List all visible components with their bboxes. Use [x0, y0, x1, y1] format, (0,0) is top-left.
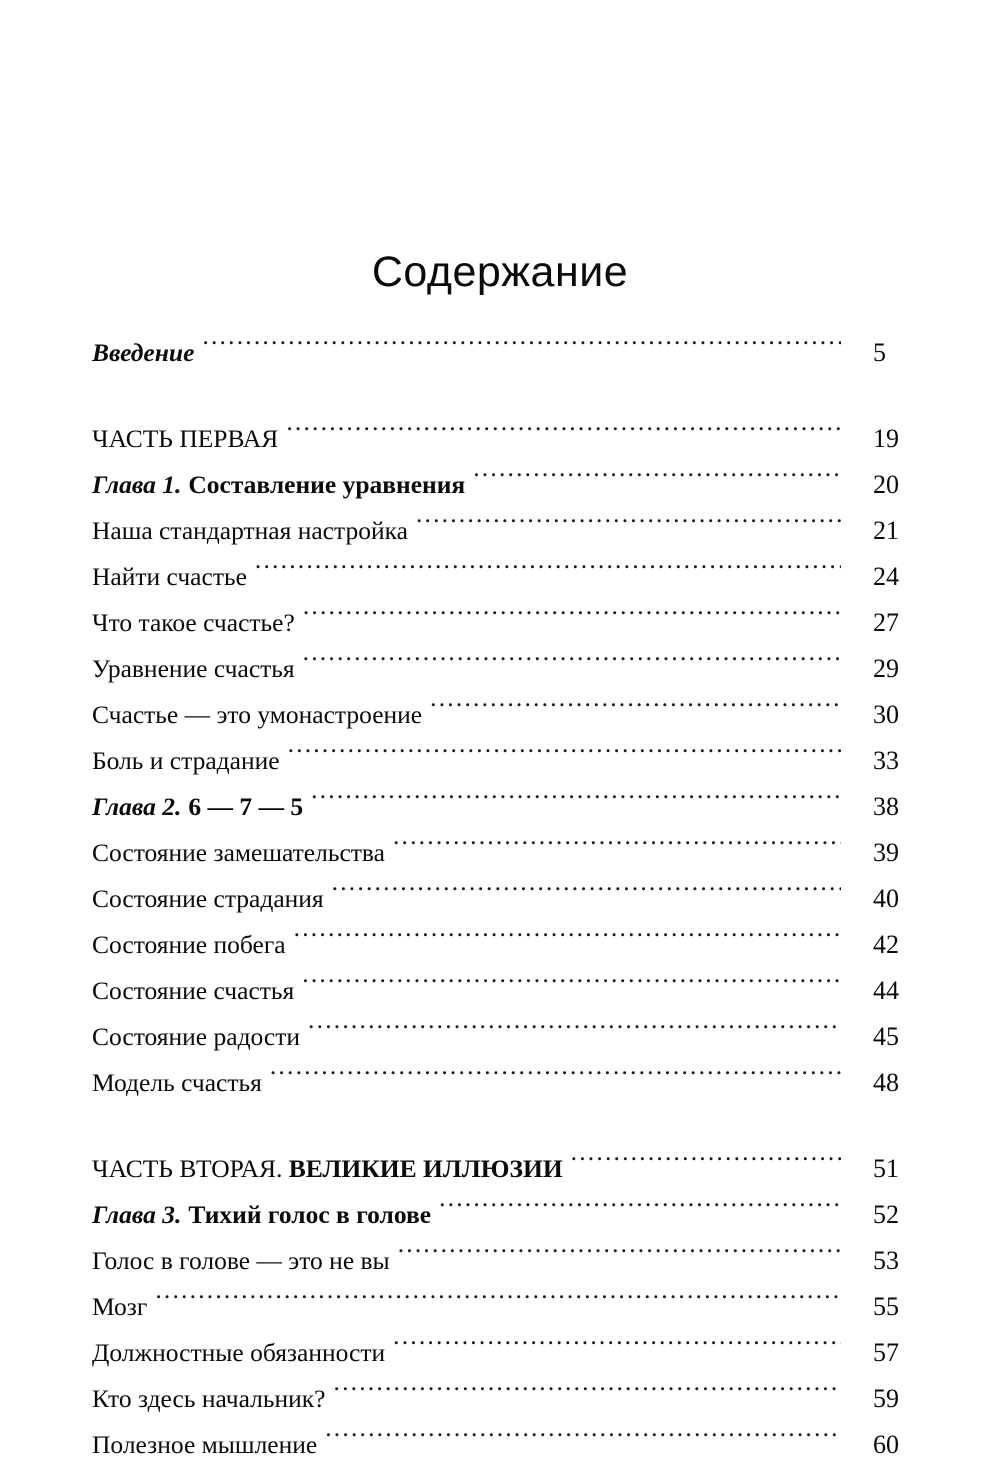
toc-page-number: 30 — [873, 700, 899, 729]
toc-entry[interactable] — [92, 600, 947, 646]
toc-entry[interactable] — [92, 1060, 947, 1106]
toc-page-number: 5 — [873, 338, 886, 367]
toc-leader-dots — [398, 1244, 841, 1270]
page-title: Содержание — [371, 247, 629, 296]
toc-leader-dots — [303, 652, 841, 678]
toc-page-number: 44 — [873, 976, 899, 1005]
toc-page-number: 42 — [873, 930, 899, 959]
toc-leader-dots — [302, 974, 841, 1000]
toc-page-number: 29 — [873, 654, 899, 683]
toc-entry-label — [92, 1146, 569, 1192]
toc-leader-dots — [202, 336, 841, 362]
toc-front-matter-label: Введение — [92, 338, 195, 367]
toc-entry[interactable] — [92, 330, 947, 376]
toc-page-number: 48 — [873, 1068, 899, 1097]
toc-section-label: Боль и страдание — [92, 746, 280, 775]
toc-entry[interactable] — [92, 968, 947, 1014]
toc-leader-dots — [325, 1428, 841, 1454]
toc-page-number: 24 — [873, 562, 899, 591]
toc-entry[interactable] — [92, 692, 947, 738]
toc-leader-dots — [303, 606, 841, 632]
toc-entry[interactable] — [92, 922, 947, 968]
toc-entry-label — [92, 1192, 437, 1238]
toc-page-number: 45 — [873, 1022, 899, 1051]
toc-leader-dots — [332, 882, 841, 908]
toc-entry-label — [92, 646, 301, 692]
toc-chapter-title: Тихий голос в голове — [188, 1200, 432, 1229]
toc-entry[interactable] — [92, 554, 947, 600]
toc-section-label: Полезное мышление — [92, 1430, 318, 1459]
toc-page-number: 40 — [873, 884, 899, 913]
toc-chapter-number: Глава 3. — [92, 1200, 182, 1229]
toc-entry[interactable] — [92, 876, 947, 922]
toc-page-number: 57 — [873, 1338, 899, 1367]
toc-page-number: 38 — [873, 792, 899, 821]
toc-entry-label — [92, 1284, 153, 1330]
toc-entry-list — [92, 330, 947, 1468]
toc-page-number: 19 — [873, 424, 899, 453]
toc-section-label: Кто здесь начальник? — [92, 1384, 326, 1413]
toc-section-label: Состояние радости — [92, 1022, 301, 1051]
toc-section-label: Модель счастья — [92, 1068, 262, 1097]
toc-page-number: 20 — [873, 470, 899, 499]
toc-entry-label — [92, 600, 301, 646]
toc-entry[interactable] — [92, 462, 947, 508]
toc-part-label: ЧАСТЬ ПЕРВАЯ — [92, 424, 279, 453]
toc-entry-label — [92, 416, 284, 462]
toc-entry[interactable] — [92, 738, 947, 784]
toc-chapter-title: Составление уравнения — [188, 470, 466, 499]
toc-leader-dots — [473, 468, 841, 494]
toc-entry-label — [92, 1060, 268, 1106]
toc-entry-label — [92, 1330, 391, 1376]
toc-leader-dots — [270, 1066, 841, 1092]
toc-chapter-title: 6 — 7 — 5 — [188, 792, 304, 821]
toc-page-number: 59 — [873, 1384, 899, 1413]
toc-section-label: Счастье — это умонастроение — [92, 700, 423, 729]
toc-section-label: Состояние страдания — [92, 884, 324, 913]
toc-entry-label — [92, 508, 414, 554]
toc-chapter-number: Глава 2. — [92, 792, 182, 821]
toc-page-number: 60 — [873, 1430, 899, 1459]
toc-section-label: Мозг — [92, 1292, 148, 1321]
toc-chapter-number: Глава 1. — [92, 470, 182, 499]
toc-entry-label — [92, 462, 471, 508]
toc-entry-label — [92, 1014, 306, 1060]
toc-section-label: Состояние замешательства — [92, 838, 385, 867]
toc-leader-dots — [416, 514, 841, 540]
toc-page-number: 21 — [873, 516, 899, 545]
toc-entry[interactable] — [92, 830, 947, 876]
toc-page-number: 51 — [873, 1154, 899, 1183]
toc-leader-dots — [288, 744, 841, 770]
toc-leader-dots — [294, 928, 841, 954]
toc-section-label: Состояние счастья — [92, 976, 295, 1005]
toc-entry-label — [92, 738, 286, 784]
toc-entry-label — [92, 830, 391, 876]
toc-page-number: 33 — [873, 746, 899, 775]
toc-entry-label — [92, 922, 292, 968]
toc-entry[interactable] — [92, 416, 947, 462]
toc-leader-dots — [430, 698, 841, 724]
toc-leader-dots — [311, 790, 841, 816]
toc-leader-dots — [334, 1382, 842, 1408]
toc-entry-label — [92, 876, 330, 922]
toc-page-number: 53 — [873, 1246, 899, 1275]
toc-entry[interactable] — [92, 1284, 947, 1330]
toc-entry-label — [92, 330, 200, 376]
toc-page-number: 55 — [873, 1292, 899, 1321]
toc-part-subtitle: ВЕЛИКИЕ ИЛЛЮЗИИ — [288, 1154, 563, 1183]
toc-entry[interactable] — [92, 1330, 947, 1376]
toc-leader-dots — [286, 422, 841, 448]
toc-entry-label — [92, 1422, 323, 1468]
toc-leader-dots — [393, 1336, 841, 1362]
toc-entry[interactable] — [92, 508, 947, 554]
toc-entry[interactable] — [92, 1376, 947, 1422]
toc-leader-dots — [439, 1198, 841, 1224]
toc-entry-label — [92, 692, 428, 738]
toc-section-label: Наша стандартная настройка — [92, 516, 408, 545]
toc-entry-label — [92, 1238, 396, 1284]
toc-page-number: 52 — [873, 1200, 899, 1229]
toc-section-label: Уравнение счастья — [92, 654, 295, 683]
toc-entry-label — [92, 968, 300, 1014]
toc-entry[interactable] — [92, 1238, 947, 1284]
toc-leader-dots — [571, 1152, 841, 1178]
toc-entry-label — [92, 554, 253, 600]
toc-page-number: 39 — [873, 838, 899, 867]
toc-entry[interactable] — [92, 784, 947, 830]
toc-part-label: ЧАСТЬ ВТОРАЯ. — [92, 1154, 283, 1183]
toc-section-label: Что такое счастье? — [92, 608, 295, 637]
toc-entry[interactable] — [92, 1146, 947, 1192]
toc-entry-label — [92, 1376, 332, 1422]
toc-leader-dots — [393, 836, 841, 862]
toc-section-label: Должностные обязанности — [92, 1338, 386, 1367]
toc-entry[interactable] — [92, 1192, 947, 1238]
toc-page-number: 27 — [873, 608, 899, 637]
toc-leader-dots — [255, 560, 841, 586]
toc-leader-dots — [155, 1290, 841, 1316]
toc-entry[interactable] — [92, 1422, 947, 1468]
toc-section-label: Голос в голове — это не вы — [92, 1246, 390, 1275]
toc-entry-label — [92, 784, 309, 830]
toc-section-label: Состояние побега — [92, 930, 286, 959]
toc-entry[interactable] — [92, 1014, 947, 1060]
toc-entry[interactable] — [92, 646, 947, 692]
toc-leader-dots — [308, 1020, 841, 1046]
toc-section-label: Найти счастье — [92, 562, 247, 591]
